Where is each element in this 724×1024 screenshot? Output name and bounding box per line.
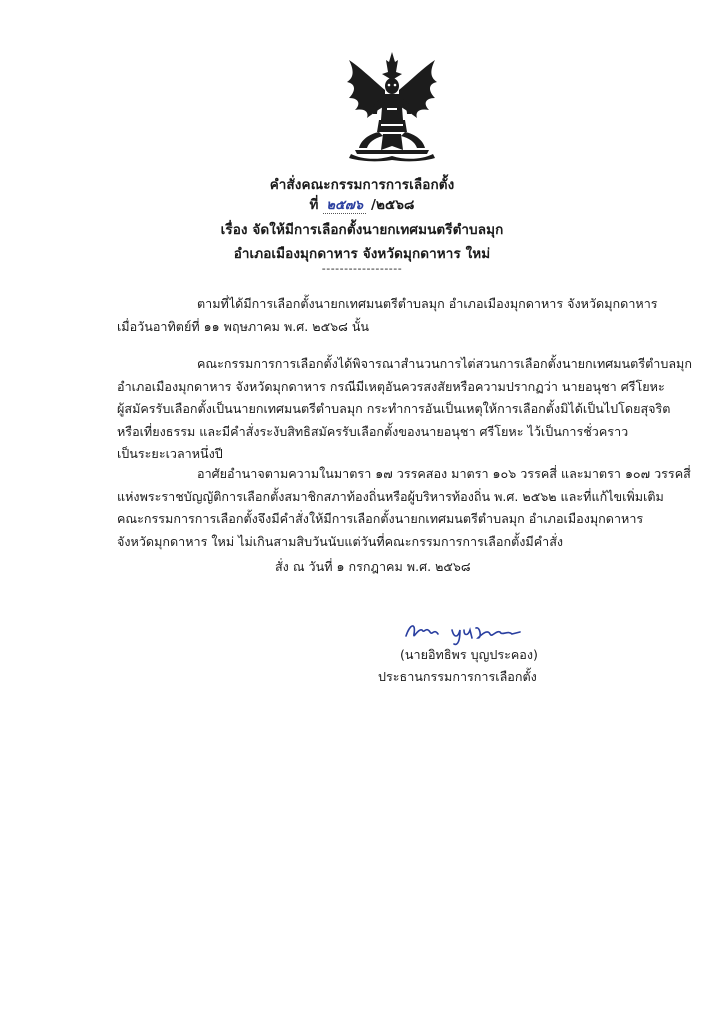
handwritten-signature bbox=[398, 616, 528, 646]
paragraph-1 bbox=[117, 293, 658, 338]
paragraph-line: ผู้สมัครรับเลือกตั้งเป็นนายกเทศมนตรีตำบลมุก กระทำการอันเป็นเหตุให้การเลือกตั้งมิได้เป็นไปโดยสุจริต bbox=[117, 401, 671, 416]
paragraph-line: เมื่อวันอาทิตย์ที่ ๑๑ พฤษภาคม พ.ศ. ๒๕๖๘ นั้น bbox=[117, 318, 370, 334]
order-date: สั่ง ณ วันที่ ๑ กรกฎาคม พ.ศ. ๒๕๖๘ bbox=[275, 559, 471, 574]
order-number-prefix: ที่ bbox=[309, 197, 319, 213]
paragraph-line: จังหวัดมุกดาหาร ใหม่ ไม่เกินสามสิบวันนับแต่วันที่คณะกรรมการการเลือกตั้งมีคำสั่ง bbox=[117, 533, 564, 549]
paragraph-2 bbox=[117, 353, 692, 466]
subject-line-2: อำเภอเมืองมุกดาหาร จังหวัดมุกดาหาร ใหม่ bbox=[233, 246, 491, 262]
paragraph-line: แห่งพระราชบัญญัติการเลือกตั้งสมาชิกสภาท้องถิ่นหรือผู้บริหารท้องถิ่น พ.ศ. ๒๕๖๒ และที่แก้ไขเพิ่มเติม bbox=[117, 488, 664, 504]
paragraph-line: อาศัยอำนาจตามความในมาตรา ๑๗ วรรคสอง มาตรา ๑๐๖ วรรคสี่ และมาตรา ๑๐๗ วรรคสี่ bbox=[197, 466, 691, 481]
paragraph-line: หรือเที่ยงธรรม และมีคำสั่งระงับสิทธิสมัครรับเลือกตั้งของนายอนุชา ศรีโยหะ ไว้เป็นการชั่วคราว bbox=[117, 423, 629, 439]
signer-name: (นายอิทธิพร บุญประคอง) bbox=[400, 647, 538, 662]
subject-line-1: เรื่อง จัดให้มีการเลือกตั้งนายกเทศมนตรีตำบลมุก bbox=[220, 222, 504, 238]
paragraph-line: เป็นระยะเวลาหนึ่งปี bbox=[117, 446, 223, 461]
header-divider: ------------------ bbox=[321, 262, 403, 275]
paragraph-line: อำเภอเมืองมุกดาหาร จังหวัดมุกดาหาร กรณีมีเหตุอันควรสงสัยหรือความปรากฏว่า นายอนุชา ศรีโยหะ bbox=[117, 378, 665, 394]
order-number-suffix: /๒๕๖๘ bbox=[370, 197, 415, 213]
signer-position: ประธานกรรมการการเลือกตั้ง bbox=[378, 669, 537, 684]
document-title: คำสั่งคณะกรรมการการเลือกตั้ง bbox=[269, 177, 455, 193]
paragraph-line: คณะกรรมการการเลือกตั้งจึงมีคำสั่งให้มีการเลือกตั้งนายกเทศมนตรีตำบลมุก อำเภอเมืองมุกดาหาร bbox=[117, 511, 644, 526]
paragraph-line: คณะกรรมการการเลือกตั้งได้พิจารณาสำนวนการไต่สวนการเลือกตั้งนายกเทศมนตรีตำบลมุก bbox=[197, 356, 692, 371]
garuda-emblem-icon bbox=[343, 50, 441, 162]
order-number bbox=[0, 193, 724, 215]
paragraph-3 bbox=[117, 463, 691, 553]
order-number-handwritten: ๒๕๗๖ bbox=[323, 198, 366, 214]
paragraph-line: ตามที่ได้มีการเลือกตั้งนายกเทศมนตรีตำบลมุก อำเภอเมืองมุกดาหาร จังหวัดมุกดาหาร bbox=[197, 296, 658, 311]
